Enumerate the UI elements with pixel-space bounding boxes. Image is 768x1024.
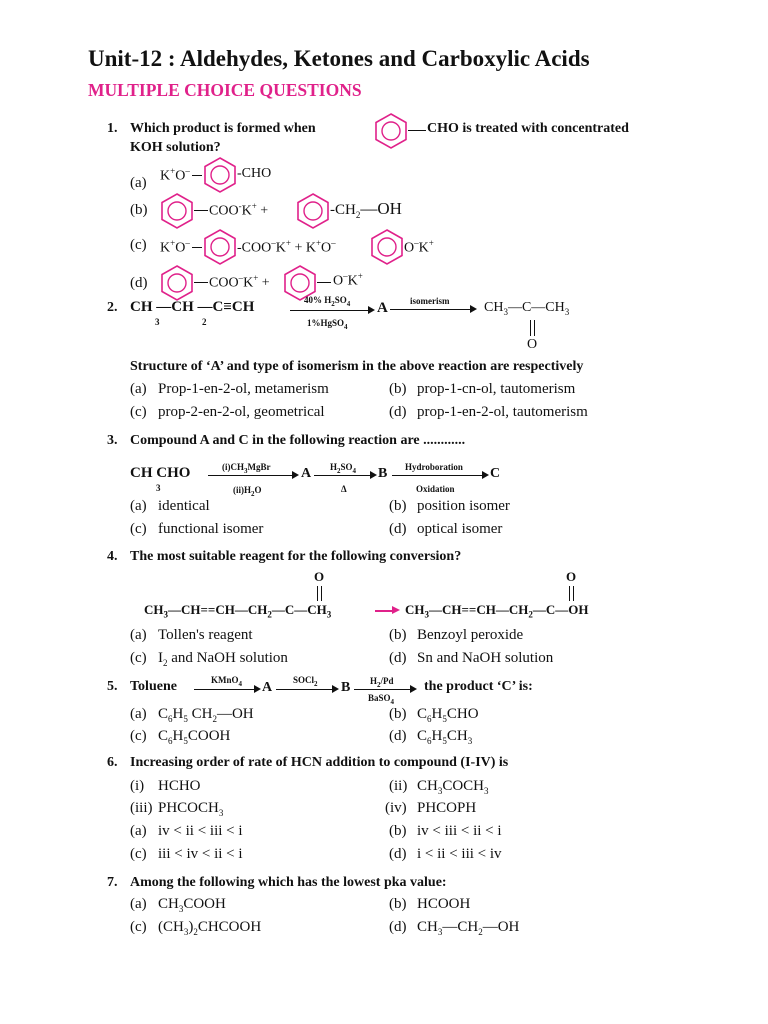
option-text: Prop-1-en-2-ol, metamerism [158, 381, 329, 397]
item-label: (iii) [130, 800, 153, 816]
q1c-phenoxide: O–K+ [404, 238, 434, 256]
q3-text: Compound A and C in the following reaction are ............ [130, 433, 466, 448]
q1c-formula-b: -COO–K+ + K+O– [237, 238, 336, 256]
section-heading: MULTIPLE CHOICE QUESTIONS [88, 80, 362, 100]
q3-a: A [301, 466, 312, 481]
page-title: Unit-12 : Aldehydes, Ketones and Carboxylic Acids [88, 46, 590, 71]
bond-line [194, 210, 208, 211]
option-label: (a) [130, 706, 147, 722]
arrow-head-icon [332, 685, 339, 693]
option-text: i < ii < iii < iv [417, 846, 502, 862]
option-label: (a) [130, 381, 147, 397]
item-text: $CH_3COCH_3$ [417, 778, 489, 796]
benzene-ring-icon [370, 229, 404, 265]
double-bond-line [573, 586, 574, 601]
benzene-ring-icon [160, 265, 194, 301]
q5-toluene: Toluene [130, 679, 177, 694]
q3-r1-bottom: $(ii)H_2O$ [233, 485, 262, 498]
bond-line [192, 175, 202, 176]
arrow-head-icon [470, 305, 477, 313]
q1b-formula: COO-K+ + [209, 201, 269, 219]
bond-line [194, 282, 208, 283]
option-text: HCOOH [417, 896, 471, 912]
bond-line [408, 130, 426, 131]
option-label: (c) [130, 237, 147, 253]
reaction-arrow [208, 475, 294, 476]
option-text: iv < iii < ii < i [417, 823, 502, 839]
arrow-head-icon [482, 471, 489, 479]
option-text: Tollen's reagent [158, 627, 253, 643]
option-label: (d) [389, 404, 407, 420]
option-label: (d) [389, 846, 407, 862]
double-bond-line [534, 320, 535, 336]
benzene-ring-icon [296, 193, 330, 229]
option-label: (c) [130, 846, 147, 862]
q5-r2: SOCl$_2$ [293, 675, 318, 688]
option-label: (b) [389, 823, 407, 839]
option-label: (b) [389, 381, 407, 397]
item-text: PHCOPH [417, 800, 477, 816]
option-text: Benzoyl peroxide [417, 627, 524, 643]
q2-reagent-top: 40% $H_2SO_4$ [304, 295, 351, 308]
double-bond-line [317, 586, 318, 601]
option-label: (b) [130, 202, 148, 218]
q5-r1: KMnO$_4$ [211, 675, 243, 688]
option-label: (d) [389, 650, 407, 666]
q3-r2-bottom: Δ [341, 484, 347, 494]
q3-sub: 3 [156, 483, 161, 493]
benzene-ring-icon [203, 229, 237, 265]
option-text: iii < iv < ii < i [158, 846, 243, 862]
option-text: $C_6H_5COOH$ [158, 728, 231, 746]
option-text: prop-1-cn-ol, tautomerism [417, 381, 576, 397]
q5-number: 5. [107, 679, 118, 694]
option-label: (d) [389, 728, 407, 744]
benzene-ring-icon [203, 157, 237, 193]
option-text: optical isomer [417, 521, 503, 537]
q2-sub: 3 [155, 317, 160, 327]
option-text: iv < ii < iii < i [158, 823, 243, 839]
option-text: functional isomer [158, 521, 264, 537]
option-text: $CH_3COOH$ [158, 896, 226, 914]
option-label: (a) [130, 823, 147, 839]
q6-text: Increasing order of rate of HCN addition to compound (I-IV) is [130, 755, 509, 770]
conversion-arrow [375, 610, 393, 612]
item-label: (i) [130, 778, 145, 794]
option-label: (c) [130, 404, 147, 420]
item-label: (iv) [385, 800, 407, 816]
q5-b: B [341, 680, 351, 695]
q3-c: C [490, 466, 501, 481]
option-text: $I_2$ and NaOH solution [158, 650, 288, 668]
option-label: (c) [130, 919, 147, 935]
option-label: (a) [130, 627, 147, 643]
q1a-formula: K+O– [160, 166, 190, 184]
option-label: (b) [389, 706, 407, 722]
q2-sub: 2 [202, 317, 207, 327]
reaction-arrow [290, 310, 370, 311]
q4-oxygen-left: O [314, 569, 325, 584]
bond-line [192, 247, 202, 248]
q2-product: $CH_3—C—CH_3$ [484, 300, 570, 317]
option-text: position isomer [417, 498, 510, 514]
benzene-ring-icon [374, 113, 408, 149]
option-label: (d) [389, 919, 407, 935]
double-bond-line [321, 586, 322, 601]
q2-oxygen: O [527, 337, 538, 352]
double-bond-line [530, 320, 531, 336]
option-text: $(CH_3)_2CHCOOH$ [158, 919, 262, 937]
arrow-head-icon [292, 471, 299, 479]
option-label: (c) [130, 650, 147, 666]
option-text: prop-2-en-2-ol, geometrical [158, 404, 325, 420]
q2-reactant: CH —CH —C≡CH [130, 299, 255, 315]
arrow-head-icon [368, 306, 375, 314]
q3-r3-top: Hydroboration [405, 462, 463, 472]
option-text: $C_6H_5CH_3$ [417, 728, 473, 746]
option-label: (b) [389, 498, 407, 514]
q1a-cho: -CHO [237, 166, 272, 181]
q5-a: A [262, 680, 273, 695]
q2-product-a: A [377, 300, 388, 316]
option-text: identical [158, 498, 210, 514]
q7-text: Among the following which has the lowest pka value: [130, 875, 447, 890]
benzene-ring-icon [160, 193, 194, 229]
arrow-head-icon [392, 606, 400, 614]
reaction-arrow [390, 309, 472, 310]
q4-oxygen-right: O [566, 569, 577, 584]
q6-number: 6. [107, 755, 118, 770]
reaction-arrow [314, 475, 372, 476]
reaction-arrow [194, 689, 256, 690]
option-text: prop-1-en-2-ol, tautomerism [417, 404, 588, 420]
option-text: $CH_3—CH_2—OH$ [417, 919, 520, 937]
q2-number: 2. [107, 300, 118, 315]
bond-line [317, 282, 331, 283]
q1d-formula: COO–K+ + [209, 273, 270, 291]
q5-r3-top: $H_2/Pd$ [370, 676, 394, 689]
q2-isomerism: isomerism [410, 296, 450, 306]
option-label: (a) [130, 175, 147, 191]
reaction-arrow [392, 475, 484, 476]
q5-r3-bottom: BaSO$_4$ [368, 693, 395, 706]
q4-number: 4. [107, 549, 118, 564]
q2-reagent-bottom: 1%HgSO$_4$ [307, 318, 348, 331]
option-label: (d) [389, 521, 407, 537]
option-text: $C_6H_5$ $CH_2—OH$ [158, 706, 254, 724]
q7-number: 7. [107, 875, 118, 890]
q1-text-b: CHO is treated with concentrated [427, 121, 629, 136]
option-label: (d) [130, 275, 148, 291]
q2-question: Structure of ‘A’ and type of isomerism in the above reaction are respectively [130, 359, 584, 374]
q3-r1-top: $(i)CH_3MgBr$ [222, 462, 271, 475]
q4-text: The most suitable reagent for the following conversion? [130, 549, 462, 564]
q3-reactant: CH CHO [130, 465, 191, 481]
q3-r3-bottom: Oxidation [416, 484, 455, 494]
q4-right-formula: $CH_3—CH==CH—CH_2—C—OH$ [405, 602, 589, 620]
q3-b: B [378, 466, 388, 481]
q1b-alcohol: $-CH_2—OH$ [330, 199, 402, 220]
option-text: $C_6H_5CHO$ [417, 706, 479, 724]
arrow-head-icon [254, 685, 261, 693]
option-label: (b) [389, 896, 407, 912]
option-text: Sn and NaOH solution [417, 650, 554, 666]
option-label: (a) [130, 896, 147, 912]
q1c-formula-a: K+O– [160, 238, 190, 256]
q1-text-c: KOH solution? [130, 140, 221, 155]
q3-r2-top: $H_2SO_4$ [330, 462, 357, 475]
option-label: (b) [389, 627, 407, 643]
q1d-phenoxide: O–K+ [333, 271, 363, 289]
q4-left-formula: $CH_3—CH==CH—CH_2—C—CH_3$ [144, 602, 332, 620]
q3-number: 3. [107, 433, 118, 448]
arrow-head-icon [410, 685, 417, 693]
item-text: HCHO [158, 778, 201, 794]
q1-text-a: Which product is formed when [130, 121, 316, 136]
item-text: $PHCOCH_3$ [158, 800, 224, 818]
item-label: (ii) [389, 778, 408, 794]
option-label: (c) [130, 521, 147, 537]
option-label: (a) [130, 498, 147, 514]
arrow-head-icon [370, 471, 377, 479]
q5-tail: the product ‘C’ is: [424, 679, 533, 694]
option-label: (c) [130, 728, 147, 744]
double-bond-line [569, 586, 570, 601]
reaction-arrow [276, 689, 334, 690]
reaction-arrow [354, 689, 412, 690]
q1-number: 1. [107, 121, 118, 136]
